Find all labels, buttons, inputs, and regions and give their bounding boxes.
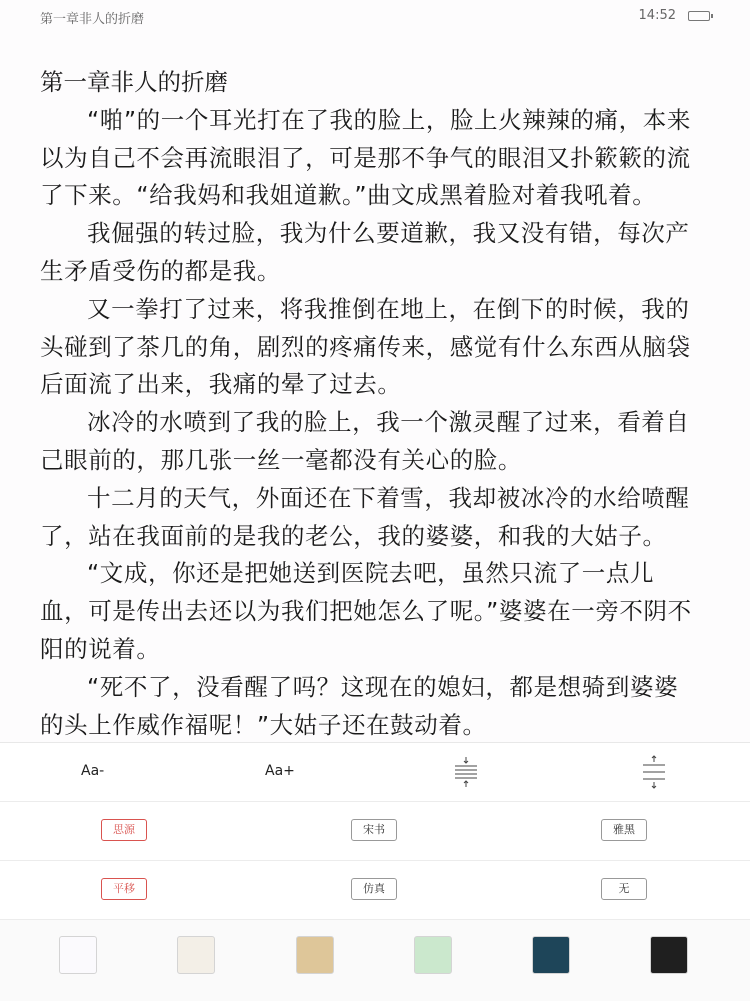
reader-settings-panel <box>0 742 750 1001</box>
font-size-row <box>0 743 750 802</box>
clock: 14:52 <box>638 8 676 23</box>
theme-swatch-navy[interactable] <box>532 936 570 974</box>
chapter-title: 第一章非人的折磨 <box>40 68 228 96</box>
line-spacing-decrease-icon[interactable] <box>453 755 479 789</box>
paragraph: “啪”的一个耳光打在了我的脸上，脸上火辣辣的痛，本来以为自己不会再流眼泪了，可是那不争气的眼泪又扑簌簌的流了下来。“给我妈和我姐道歉。”曲文成黑着脸对着我吼着。 <box>40 105 691 210</box>
reading-content[interactable] <box>40 64 700 744</box>
theme-swatch-beige[interactable] <box>177 936 215 974</box>
font-option-yahei[interactable]: 雅黑 <box>601 819 647 841</box>
font-option-songshu[interactable]: 宋书 <box>351 819 397 841</box>
paragraph: 又一拳打了过来，将我推倒在地上，在倒下的时候，我的头碰到了茶几的角，剧烈的疼痛传来，感觉有什么东西从脑袋后面流了出来，我痛的晕了过去。 <box>40 294 691 399</box>
page-turn-row <box>0 861 750 920</box>
page-turn-simulation[interactable]: 仿真 <box>351 878 397 900</box>
paragraph: 冰冷的水喷到了我的脸上，我一个激灵醒了过来，看着自己眼前的，那几张一丝一毫都没有关心的脸。 <box>40 408 690 474</box>
paragraph: 我倔强的转过脸，我为什么要道歉，我又没有错，每次产生矛盾受伤的都是我。 <box>40 219 690 285</box>
paragraph: “文成，你还是把她送到医院去吧，虽然只流了一点儿血，可是传出去还以为我们把她怎么了呢。”婆婆在一旁不阴不阳的说着。 <box>40 559 692 663</box>
status-bar <box>0 0 750 32</box>
theme-swatch-black[interactable] <box>650 936 688 974</box>
paragraph: 十二月的天气，外面还在下着雪，我却被冰冷的水给喷醒了，站在我面前的是我的老公，我的婆婆，和我的大姑子。 <box>40 483 690 550</box>
battery-icon <box>688 11 710 21</box>
font-size-increase-button[interactable]: Aa+ <box>265 763 295 779</box>
theme-swatch-green[interactable] <box>414 936 452 974</box>
theme-swatch-white[interactable] <box>59 936 97 974</box>
theme-swatch-tan[interactable] <box>296 936 334 974</box>
line-spacing-increase-icon[interactable] <box>641 755 667 789</box>
font-size-decrease-button[interactable]: Aa- <box>81 763 105 779</box>
page-turn-slide[interactable]: 平移 <box>101 878 147 900</box>
font-option-siyuan[interactable]: 思源 <box>101 819 147 841</box>
theme-row <box>0 920 750 1001</box>
page-turn-none[interactable]: 无 <box>601 878 647 900</box>
font-family-row <box>0 802 750 861</box>
paragraph: “死不了，没看醒了吗？这现在的媳妇，都是想骑到婆婆的头上作威作福呢！”大姑子还在鼓动着。 <box>40 672 679 739</box>
header-chapter-title: 第一章非人的折磨 <box>40 12 145 27</box>
